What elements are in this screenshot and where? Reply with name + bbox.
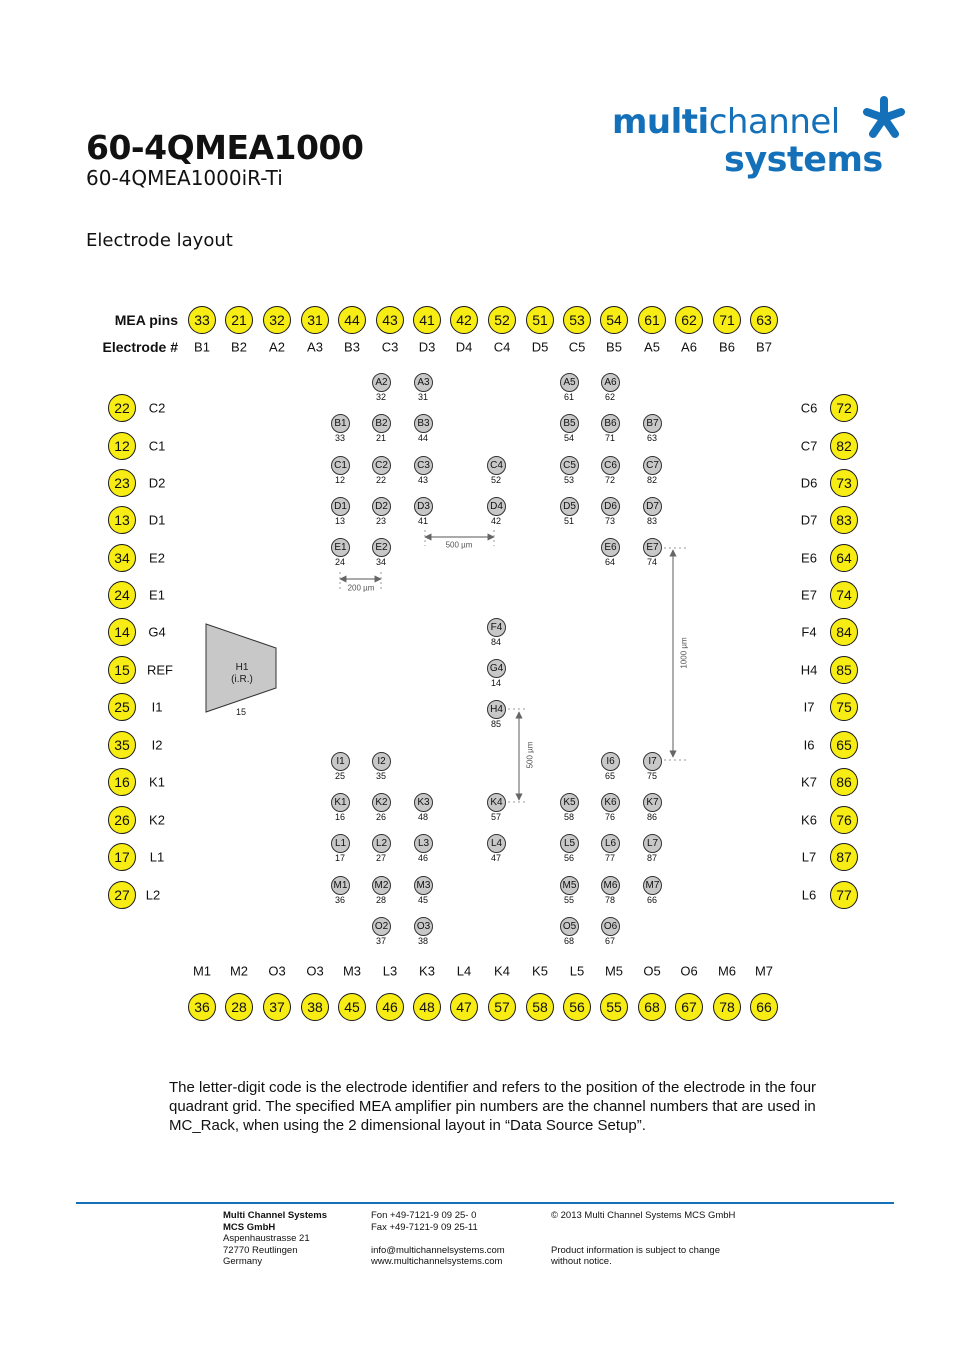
electrode-g4: G4 xyxy=(487,659,506,678)
mea-pin: 41 xyxy=(413,306,441,334)
electrode-b6: B6 xyxy=(601,414,620,433)
electrode-m5: M5 xyxy=(560,876,579,895)
electrode-channel-number: 46 xyxy=(417,853,429,863)
mea-pin: 55 xyxy=(600,993,628,1021)
electrode-a6: A6 xyxy=(601,373,620,392)
electrode-e7: E7 xyxy=(643,538,662,557)
electrode-c2: C2 xyxy=(372,456,391,475)
electrode-l5: L5 xyxy=(560,834,579,853)
electrode-id-label: K2 xyxy=(149,812,165,828)
electrode-k6: K6 xyxy=(601,793,620,812)
electrode-id-label: D1 xyxy=(148,512,166,528)
electrode-k4: K4 xyxy=(487,793,506,812)
electrode-b7: B7 xyxy=(643,414,662,433)
mea-pin: 72 xyxy=(830,394,858,422)
electrode-channel-number: 85 xyxy=(490,719,502,729)
electrode-id-label: A5 xyxy=(644,339,660,355)
electrode-b2: B2 xyxy=(372,414,391,433)
mea-pin: 43 xyxy=(376,306,404,334)
electrode-l2: L2 xyxy=(372,834,391,853)
mea-pin: 16 xyxy=(108,768,136,796)
page-subtitle: 60-4QMEA1000iR-Ti xyxy=(86,166,283,190)
electrode-id-label: K1 xyxy=(149,774,165,790)
electrode-channel-number: 28 xyxy=(375,895,387,905)
electrode-id-label: H4 xyxy=(800,662,818,678)
electrode-channel-number: 84 xyxy=(490,637,502,647)
footer-email-link[interactable]: info@multichannelsystems.com xyxy=(371,1244,505,1256)
electrode-c5: C5 xyxy=(560,456,579,475)
electrode-channel-number: 31 xyxy=(417,392,429,402)
footer-address: Multi Channel Systems MCS GmbH Aspenhaustrasse 21 72770 Reutlingen Germany xyxy=(223,1210,327,1267)
mea-pin: 61 xyxy=(638,306,666,334)
footer-legal: © 2013 Multi Channel Systems MCS GmbH Product information is subject to change without notice. xyxy=(551,1210,736,1267)
mea-pin: 82 xyxy=(830,432,858,460)
electrode-channel-number: 57 xyxy=(490,812,502,822)
electrode-id-label: M7 xyxy=(754,963,774,979)
electrode-m2: M2 xyxy=(372,876,391,895)
mea-pin: 52 xyxy=(488,306,516,334)
electrode-m6: M6 xyxy=(601,876,620,895)
mea-pin: 78 xyxy=(713,993,741,1021)
mea-pin: 15 xyxy=(108,656,136,684)
electrode-b3: B3 xyxy=(414,414,433,433)
electrode-id-label: I6 xyxy=(803,737,815,753)
electrode-c1: C1 xyxy=(331,456,350,475)
mea-pin: 74 xyxy=(830,581,858,609)
electrode-id-label: F4 xyxy=(801,624,817,640)
electrode-channel-number: 68 xyxy=(563,936,575,946)
dimension-1000um: 1000 µm xyxy=(679,637,689,669)
electrode-id-label: C6 xyxy=(800,400,818,416)
electrode-id-label: E2 xyxy=(149,550,165,566)
electrode-e2: E2 xyxy=(372,538,391,557)
electrode-l4: L4 xyxy=(487,834,506,853)
electrode-k1: K1 xyxy=(331,793,350,812)
mea-pin: 56 xyxy=(563,993,591,1021)
electrode-id-label: K6 xyxy=(801,812,817,828)
electrode-channel-number: 22 xyxy=(375,475,387,485)
dimension-500um-vertical: 500 µm xyxy=(525,741,535,769)
electrode-channel-number: 16 xyxy=(334,812,346,822)
electrode-id-label: O5 xyxy=(643,963,661,979)
electrode-channel-number: 58 xyxy=(563,812,575,822)
electrode-channel-number: 12 xyxy=(334,475,346,485)
mea-pin: 26 xyxy=(108,806,136,834)
electrode-d2: D2 xyxy=(372,497,391,516)
electrode-k5: K5 xyxy=(560,793,579,812)
electrode-id-label: C2 xyxy=(148,400,166,416)
electrode-id-label: L1 xyxy=(149,849,165,865)
electrode-i6: I6 xyxy=(601,752,620,771)
electrode-channel-number: 65 xyxy=(604,771,616,781)
electrode-number-label: Electrode # xyxy=(102,339,178,355)
electrode-id-label: I7 xyxy=(803,699,815,715)
electrode-c3: C3 xyxy=(414,456,433,475)
electrode-id-label: L3 xyxy=(382,963,398,979)
electrode-i2: I2 xyxy=(372,752,391,771)
electrode-id-label: M3 xyxy=(342,963,362,979)
mea-pin: 32 xyxy=(263,306,291,334)
electrode-id-label: K5 xyxy=(532,963,548,979)
electrode-channel-number: 26 xyxy=(375,812,387,822)
mea-pin: 34 xyxy=(108,544,136,572)
footer-web-link[interactable]: www.multichannelsystems.com xyxy=(371,1256,503,1267)
electrode-id-label: B5 xyxy=(606,339,622,355)
electrode-id-label: A2 xyxy=(269,339,285,355)
mea-pin: 48 xyxy=(413,993,441,1021)
electrode-channel-number: 78 xyxy=(604,895,616,905)
electrode-id-label: M6 xyxy=(717,963,737,979)
mea-pin: 17 xyxy=(108,843,136,871)
mea-pin: 63 xyxy=(750,306,778,334)
electrode-channel-number: 72 xyxy=(604,475,616,485)
mea-pin: 38 xyxy=(301,993,329,1021)
electrode-id-label: B7 xyxy=(756,339,772,355)
description-paragraph: The letter-digit code is the electrode identifier and refers to the position of the electrode in the four quadrant grid. The specified MEA amplifier pin numbers are the channel numbers that are used in MC_Rack, when using the 2 dimensional layout in “Data Source Setup”. xyxy=(169,1079,817,1134)
electrode-channel-number: 71 xyxy=(604,433,616,443)
electrode-channel-number: 77 xyxy=(604,853,616,863)
mea-pin: 53 xyxy=(563,306,591,334)
electrode-channel-number: 53 xyxy=(563,475,575,485)
mea-pin: 12 xyxy=(108,432,136,460)
electrode-id-label: O6 xyxy=(680,963,698,979)
electrode-channel-number: 37 xyxy=(375,936,387,946)
electrode-id-label: C4 xyxy=(493,339,511,355)
electrode-id-label: REF xyxy=(147,662,173,678)
mea-pin: 25 xyxy=(108,693,136,721)
electrode-i7: I7 xyxy=(643,752,662,771)
electrode-channel-number: 25 xyxy=(334,771,346,781)
electrode-channel-number: 27 xyxy=(375,853,387,863)
mea-pin: 36 xyxy=(188,993,216,1021)
brand-logo-line2: systems xyxy=(724,140,883,180)
mea-pin: 85 xyxy=(830,656,858,684)
mea-pin: 22 xyxy=(108,394,136,422)
electrode-channel-number: 61 xyxy=(563,392,575,402)
electrode-channel-number: 74 xyxy=(646,557,658,567)
mea-pin: 68 xyxy=(638,993,666,1021)
electrode-l1: L1 xyxy=(331,834,350,853)
electrode-d6: D6 xyxy=(601,497,620,516)
electrode-id-label: B6 xyxy=(719,339,735,355)
electrode-channel-number: 24 xyxy=(334,557,346,567)
reference-electrode-channel: 15 xyxy=(236,707,247,717)
mea-pin: 37 xyxy=(263,993,291,1021)
electrode-d3: D3 xyxy=(414,497,433,516)
mea-pin: 14 xyxy=(108,618,136,646)
electrode-o6: O6 xyxy=(601,917,620,936)
mea-pin: 76 xyxy=(830,806,858,834)
electrode-id-label: K7 xyxy=(801,774,817,790)
electrode-id-label: K4 xyxy=(494,963,510,979)
electrode-channel-number: 44 xyxy=(417,433,429,443)
mea-pin: 24 xyxy=(108,581,136,609)
mea-pin: 86 xyxy=(830,768,858,796)
electrode-o3: O3 xyxy=(414,917,433,936)
mea-pin: 83 xyxy=(830,506,858,534)
mea-pin: 54 xyxy=(600,306,628,334)
electrode-id-label: L4 xyxy=(456,963,472,979)
electrode-id-label: A6 xyxy=(681,339,697,355)
electrode-channel-number: 52 xyxy=(490,475,502,485)
electrode-channel-number: 66 xyxy=(646,895,658,905)
electrode-id-label: D4 xyxy=(455,339,473,355)
mea-pin: 75 xyxy=(830,693,858,721)
electrode-channel-number: 87 xyxy=(646,853,658,863)
electrode-id-label: I1 xyxy=(151,699,163,715)
electrode-id-label: K3 xyxy=(419,963,435,979)
electrode-id-label: O3 xyxy=(268,963,286,979)
electrode-id-label: D2 xyxy=(148,475,166,491)
mea-pin: 73 xyxy=(830,469,858,497)
electrode-c7: C7 xyxy=(643,456,662,475)
electrode-channel-number: 38 xyxy=(417,936,429,946)
electrode-channel-number: 34 xyxy=(375,557,387,567)
mea-pin: 58 xyxy=(526,993,554,1021)
mea-pin: 13 xyxy=(108,506,136,534)
electrode-id-label: O3 xyxy=(306,963,324,979)
mea-pin: 64 xyxy=(830,544,858,572)
electrode-channel-number: 13 xyxy=(334,516,346,526)
electrode-channel-number: 54 xyxy=(563,433,575,443)
electrode-channel-number: 36 xyxy=(334,895,346,905)
mea-pin: 84 xyxy=(830,618,858,646)
mea-pin: 35 xyxy=(108,731,136,759)
dimension-200um: 200 µm xyxy=(347,583,375,593)
electrode-b1: B1 xyxy=(331,414,350,433)
electrode-channel-number: 17 xyxy=(334,853,346,863)
mea-pin: 44 xyxy=(338,306,366,334)
electrode-d4: D4 xyxy=(487,497,506,516)
footer-contact: Fon +49-7121-9 09 25- 0 Fax +49-7121-9 09 25-11 info@multichannelsystems.com www.multichannelsystems.com xyxy=(371,1210,505,1267)
electrode-channel-number: 62 xyxy=(604,392,616,402)
electrode-c4: C4 xyxy=(487,456,506,475)
page-title: 60-4QMEA1000 xyxy=(86,128,364,167)
mea-pin: 27 xyxy=(108,881,136,909)
electrode-channel-number: 67 xyxy=(604,936,616,946)
mea-pin: 66 xyxy=(750,993,778,1021)
electrode-h4: H4 xyxy=(487,700,506,719)
mea-pin: 21 xyxy=(225,306,253,334)
electrode-channel-number: 23 xyxy=(375,516,387,526)
electrode-id-label: M1 xyxy=(192,963,212,979)
electrode-a5: A5 xyxy=(560,373,579,392)
mea-pin: 87 xyxy=(830,843,858,871)
electrode-id-label: C3 xyxy=(381,339,399,355)
electrode-e1: E1 xyxy=(331,538,350,557)
electrode-k2: K2 xyxy=(372,793,391,812)
electrode-c6: C6 xyxy=(601,456,620,475)
electrode-i1: I1 xyxy=(331,752,350,771)
dimension-500um-horizontal: 500 µm xyxy=(445,540,473,550)
electrode-f4: F4 xyxy=(487,618,506,637)
electrode-id-label: B2 xyxy=(231,339,247,355)
electrode-id-label: D3 xyxy=(418,339,436,355)
electrode-e6: E6 xyxy=(601,538,620,557)
mea-pin: 47 xyxy=(450,993,478,1021)
electrode-id-label: D5 xyxy=(531,339,549,355)
electrode-id-label: E7 xyxy=(801,587,817,603)
electrode-d7: D7 xyxy=(643,497,662,516)
electrode-a3: A3 xyxy=(414,373,433,392)
electrode-channel-number: 51 xyxy=(563,516,575,526)
electrode-channel-number: 55 xyxy=(563,895,575,905)
electrode-id-label: C1 xyxy=(148,438,166,454)
electrode-channel-number: 45 xyxy=(417,895,429,905)
electrode-id-label: M5 xyxy=(604,963,624,979)
electrode-a2: A2 xyxy=(372,373,391,392)
mea-pin: 62 xyxy=(675,306,703,334)
mea-pin: 77 xyxy=(830,881,858,909)
mea-pin: 28 xyxy=(225,993,253,1021)
electrode-channel-number: 73 xyxy=(604,516,616,526)
electrode-id-label: B1 xyxy=(194,339,210,355)
electrode-channel-number: 48 xyxy=(417,812,429,822)
electrode-channel-number: 32 xyxy=(375,392,387,402)
electrode-d5: D5 xyxy=(560,497,579,516)
electrode-id-label: B3 xyxy=(344,339,360,355)
mea-pin: 71 xyxy=(713,306,741,334)
electrode-channel-number: 35 xyxy=(375,771,387,781)
section-heading: Electrode layout xyxy=(86,230,233,251)
electrode-m1: M1 xyxy=(331,876,350,895)
mea-pin: 46 xyxy=(376,993,404,1021)
electrode-channel-number: 43 xyxy=(417,475,429,485)
electrode-channel-number: 14 xyxy=(490,678,502,688)
electrode-k7: K7 xyxy=(643,793,662,812)
mea-pin: 23 xyxy=(108,469,136,497)
electrode-channel-number: 63 xyxy=(646,433,658,443)
electrode-channel-number: 64 xyxy=(604,557,616,567)
electrode-l3: L3 xyxy=(414,834,433,853)
mea-pin: 45 xyxy=(338,993,366,1021)
electrode-b5: B5 xyxy=(560,414,579,433)
electrode-id-label: C7 xyxy=(800,438,818,454)
electrode-d1: D1 xyxy=(331,497,350,516)
reference-electrode-label: H1 (i.R.) xyxy=(231,662,253,685)
electrode-o5: O5 xyxy=(560,917,579,936)
footer-divider xyxy=(76,1202,894,1204)
electrode-channel-number: 82 xyxy=(646,475,658,485)
electrode-channel-number: 41 xyxy=(417,516,429,526)
mea-pins-label: MEA pins xyxy=(114,312,178,328)
electrode-o2: O2 xyxy=(372,917,391,936)
electrode-id-label: L7 xyxy=(801,849,817,865)
electrode-channel-number: 83 xyxy=(646,516,658,526)
electrode-m7: M7 xyxy=(643,876,662,895)
electrode-id-label: L2 xyxy=(145,887,161,903)
mea-pin: 51 xyxy=(526,306,554,334)
electrode-l7: L7 xyxy=(643,834,662,853)
mea-pin: 57 xyxy=(488,993,516,1021)
electrode-id-label: L5 xyxy=(569,963,585,979)
electrode-l6: L6 xyxy=(601,834,620,853)
mea-pin: 67 xyxy=(675,993,703,1021)
electrode-id-label: E6 xyxy=(801,550,817,566)
electrode-id-label: I2 xyxy=(151,737,163,753)
electrode-id-label: C5 xyxy=(568,339,586,355)
electrode-id-label: L6 xyxy=(801,887,817,903)
mea-pin: 42 xyxy=(450,306,478,334)
electrode-id-label: D6 xyxy=(800,475,818,491)
electrode-k3: K3 xyxy=(414,793,433,812)
brand-logo-line1: multichannel xyxy=(612,102,840,142)
electrode-id-label: M2 xyxy=(229,963,249,979)
electrode-channel-number: 21 xyxy=(375,433,387,443)
electrode-channel-number: 76 xyxy=(604,812,616,822)
electrode-id-label: A3 xyxy=(307,339,323,355)
electrode-channel-number: 56 xyxy=(563,853,575,863)
electrode-channel-number: 75 xyxy=(646,771,658,781)
mea-pin: 65 xyxy=(830,731,858,759)
mea-pin: 31 xyxy=(301,306,329,334)
electrode-id-label: G4 xyxy=(148,624,166,640)
electrode-channel-number: 42 xyxy=(490,516,502,526)
electrode-channel-number: 47 xyxy=(490,853,502,863)
electrode-id-label: D7 xyxy=(800,512,818,528)
electrode-channel-number: 86 xyxy=(646,812,658,822)
mea-pin: 33 xyxy=(188,306,216,334)
electrode-channel-number: 33 xyxy=(334,433,346,443)
electrode-id-label: E1 xyxy=(149,587,165,603)
electrode-m3: M3 xyxy=(414,876,433,895)
